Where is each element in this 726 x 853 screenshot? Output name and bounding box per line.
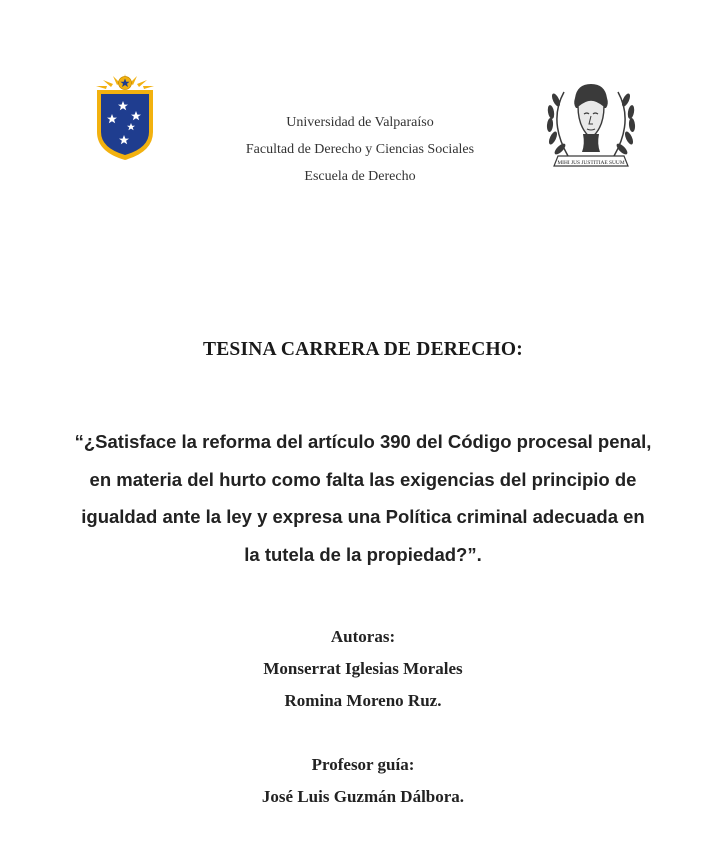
university-crest-logo — [93, 70, 157, 162]
laurel-wreath-right — [614, 92, 636, 156]
classical-head-portrait — [574, 84, 608, 152]
shield-inner — [101, 94, 149, 155]
school-name: Escuela de Derecho — [304, 169, 416, 184]
author-name: Romina Moreno Ruz. — [284, 691, 442, 710]
authors-label: Autoras: — [330, 627, 396, 646]
university-name: Universidad de Valparaíso — [286, 115, 434, 130]
document-heading: TESINA CARRERA DE DERECHO: — [203, 339, 523, 360]
thesis-title-line: en materia del hurto como falta las exigencias del principio de — [89, 468, 637, 490]
advisor-name: José Luis Guzmán Dálbora. — [261, 787, 465, 806]
laurel-wreath-left — [546, 92, 568, 156]
thesis-title-line: igualdad ante la ley y expresa una Política criminal adecuada en — [81, 506, 645, 527]
thesis-title-line: la tutela de la propiedad?”. — [244, 543, 482, 565]
thesis-title-line: “¿Satisface la reforma del artículo 390 del Código procesal penal, — [74, 431, 652, 452]
faculty-seal-logo — [542, 76, 640, 176]
thesis-title — [40, 423, 686, 573]
seal-motto: MIHI JUS JUSTITIAE SUUM — [557, 160, 625, 166]
author-name: Monserrat Iglesias Morales — [263, 659, 463, 678]
advisor-label: Profesor guía: — [311, 755, 415, 774]
faculty-name: Facultad de Derecho y Ciencias Sociales — [245, 142, 475, 157]
